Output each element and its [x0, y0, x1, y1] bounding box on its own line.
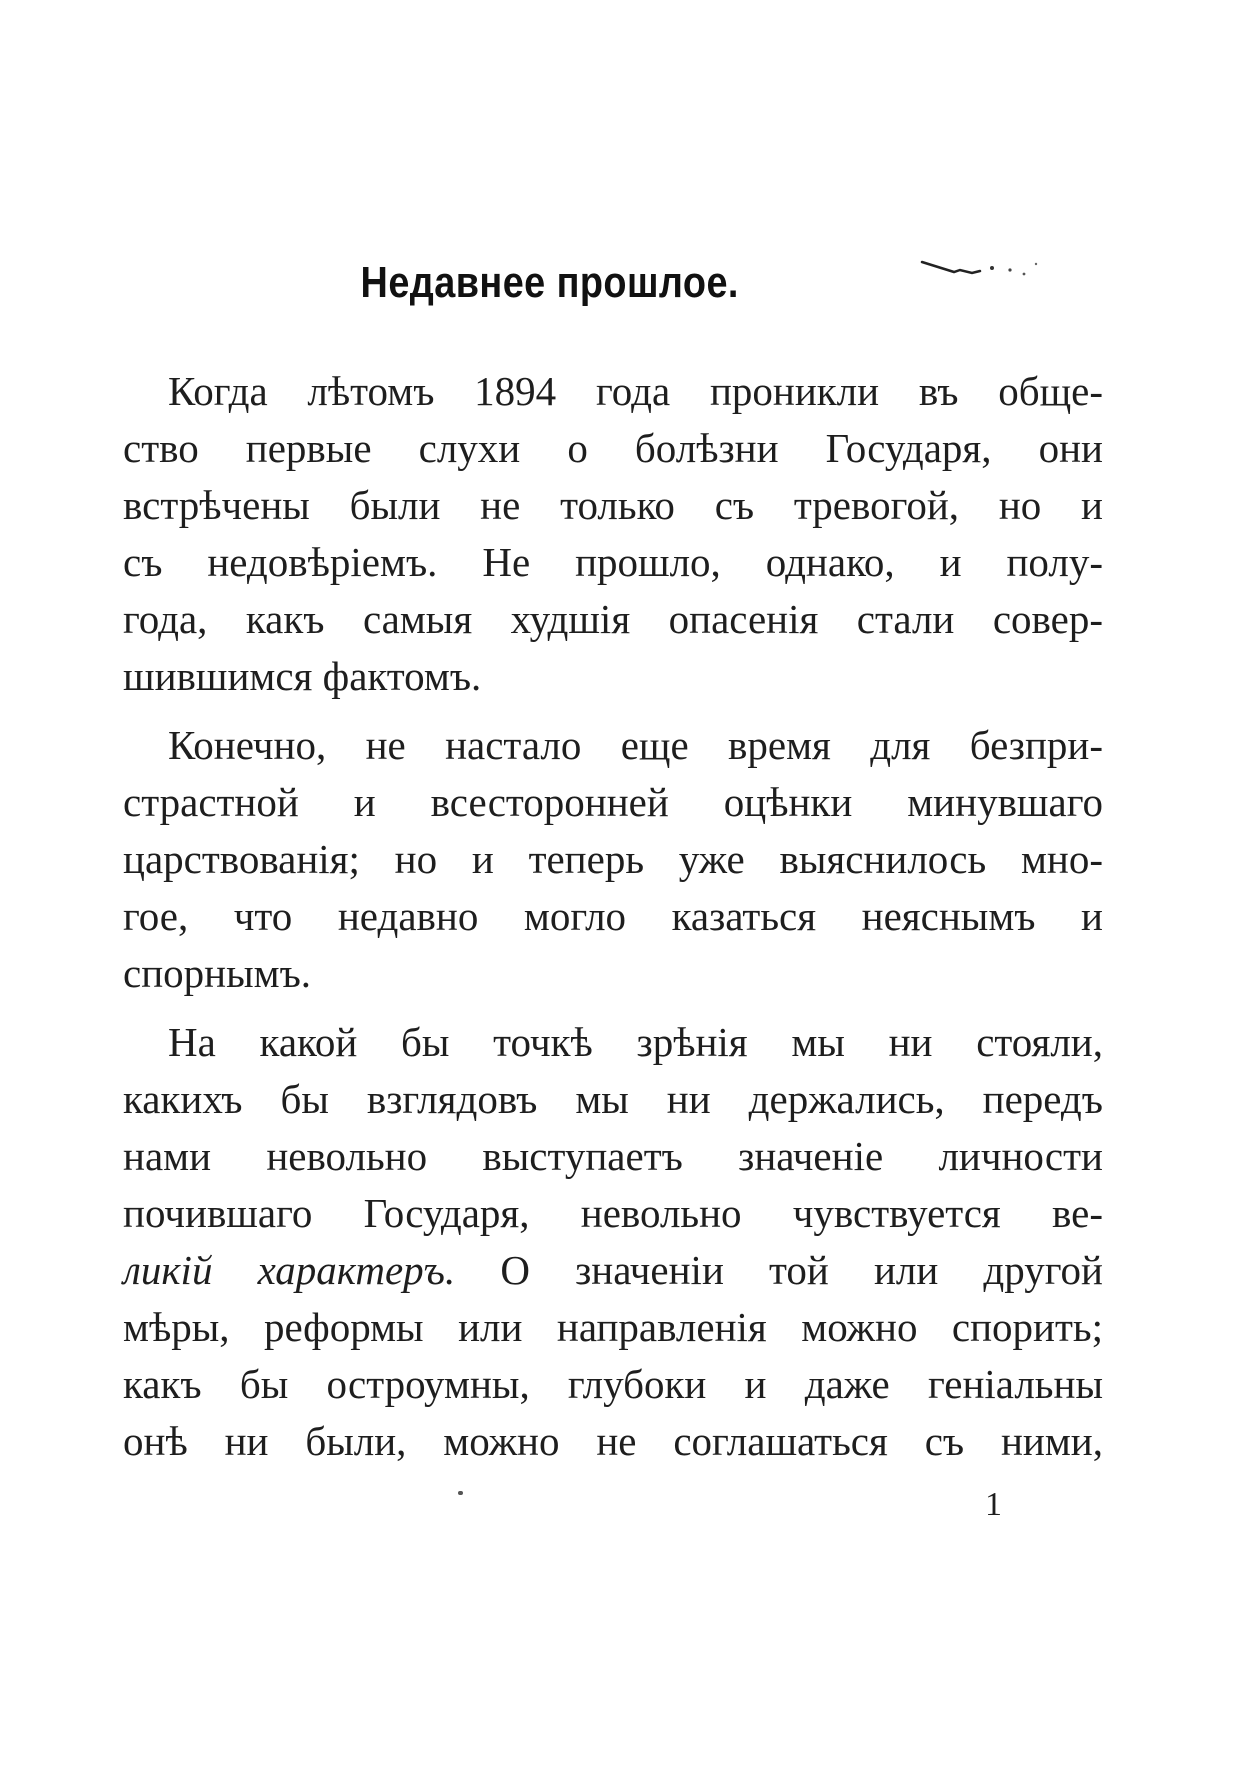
- page-number: 1: [985, 1486, 1002, 1523]
- paragraph-2-line-1: Конечно, не настало еще время для безпри-: [168, 722, 1103, 768]
- paragraph-1-line-2: ство первые слухи о болѣзни Государя, они: [123, 425, 1103, 471]
- paragraph-3-line-7: какъ бы остроумны, глубоки и даже геніальны: [123, 1361, 1103, 1407]
- paragraph-1-line-3: встрѣчены были не только съ тревогой, но и: [123, 482, 1103, 528]
- chapter-heading: Недавнее прошлое.: [360, 258, 739, 307]
- paragraph-2-line-4: гое, что недавно могло казаться неяснымъ и: [123, 893, 1103, 939]
- paragraph-3-line-6: мѣры, реформы или направленія можно спорить;: [123, 1304, 1103, 1350]
- paragraph-1-line-6: шившимся фактомъ.: [123, 653, 482, 699]
- paragraph-3-line-2: какихъ бы взглядовъ мы ни держались, передъ: [123, 1076, 1103, 1122]
- italic-phrase: ликій характеръ.: [123, 1247, 456, 1293]
- paragraph-2-line-3: царствованія; но и теперь уже выяснилось мно-: [123, 836, 1103, 882]
- paragraph-1-line-1: Когда лѣтомъ 1894 года проникли въ обще-: [168, 368, 1103, 414]
- paragraph-1-line-4: съ недовѣріемъ. Не прошло, однако, и полу-: [123, 539, 1103, 585]
- paragraph-2-line-2: страстной и всесторонней оцѣнки минувшаго: [123, 779, 1103, 825]
- paragraph-1-line-5: года, какъ самыя худшія опасенія стали совер-: [123, 596, 1103, 642]
- paragraph-3-line-5: [123, 1242, 1103, 1298]
- paragraph-3-line-1: На какой бы точкѣ зрѣнія мы ни стояли,: [168, 1019, 1103, 1065]
- paragraph-2-line-5: спорнымъ.: [123, 950, 312, 996]
- paragraph-3-line-3: нами невольно выступаетъ значеніе личности: [123, 1133, 1103, 1179]
- paragraph-3-line-8: онѣ ни были, можно не соглашаться съ ними,: [123, 1418, 1103, 1464]
- print-speck: [458, 1491, 463, 1495]
- ink-smudge: [920, 258, 1050, 288]
- paragraph-3-line-5-text: О значеніи той или другой: [500, 1247, 1103, 1293]
- paragraph-3-line-4: почившаго Государя, невольно чувствуется ве-: [123, 1190, 1103, 1236]
